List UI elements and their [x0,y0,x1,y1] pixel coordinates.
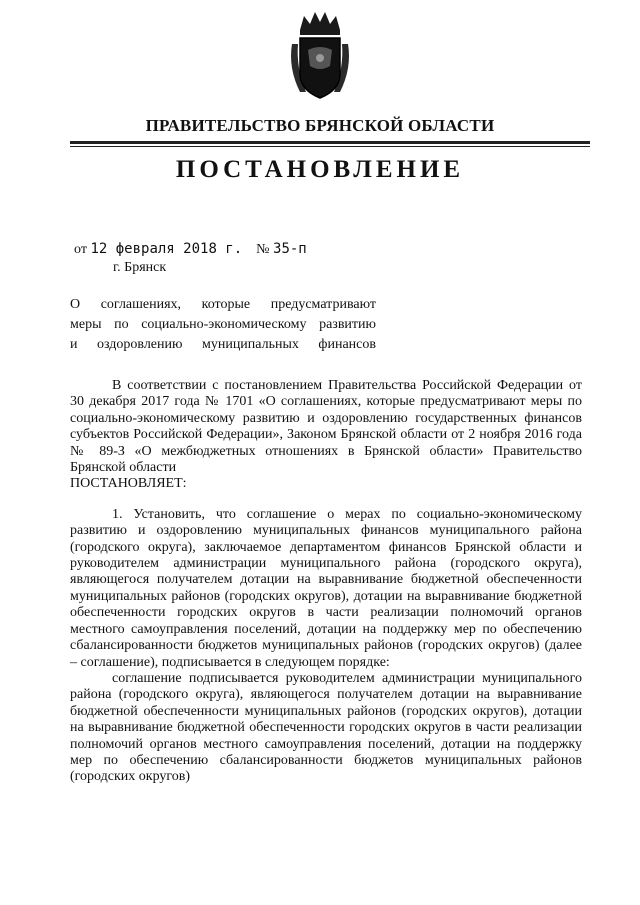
header-rule-thin [70,146,590,147]
government-name: ПРАВИТЕЛЬСТВО БРЯНСКОЙ ОБЛАСТИ [145,116,495,135]
subject-line: меры по социально-экономическому развитию [70,317,376,332]
preamble-paragraph: В соответствии с постановлением Правительства Российской Федерации от 30 декабря 2017 года № 1701 «О соглашениях, которые предусматривают меры по социально-экономическому развитию и оздоровлению государственных финансов субъектов Российской Федерации», Законом Брянской области от 2 ноября 2016 года № 89-З «О межбюджетных отношениях в Брянской области» Правительство Брянской области [70,378,582,476]
item-1-paragraph: 1. Установить, что соглашение о мерах по социально-экономическому развитию и оздоровлению муниципальных финансов муниципального района (городского округа), заключаемое департаментом финансов Брянской области и руководителем администрации муниципального района (городского округа), являющегося получателем дотации на выравнивание бюджетной обеспеченности муниципальных районов (городских округов), дотации на выравнивание бюджетной обеспеченности городских округов в части реализации полномочий органов местного самоуправления поселений, дотации на поддержку мер по обеспечению сбалансированности бюджетов муниципальных районов (городских округов) (далее – соглашение), подписывается в следующем порядке: [70,506,582,670]
number-prefix: № [256,242,270,257]
document-body [70,378,582,786]
document-type-title: ПОСТАНОВЛЕНИЕ [175,156,465,183]
subject-block [70,295,376,355]
number-value: 35-п [273,241,307,257]
header-rule-thick [70,141,590,144]
date-value: 12 февраля 2018 г. [90,241,243,257]
date-number-line [74,241,307,258]
subject-line: и оздоровлению муниципальных финансов [70,337,376,352]
date-prefix: от [74,242,87,257]
subject-line: О соглашениях, которые предусматривают [70,297,376,312]
item-1-subparagraph: соглашение подписывается руководителем администрации муниципального района (городского округа), являющегося получателем дотации на выравнивание бюджетной обеспеченности муниципальных районов (городских округов), дотации на выравнивание бюджетной обеспеченности городских округов в части реализации полномочий органов местного самоуправления поселений, дотации на поддержку мер по обеспечению сбалансированности бюджетов муниципальных районов (городских округов) [70,670,582,785]
coat-of-arms-emblem [286,8,354,100]
city: г. Брянск [113,260,167,275]
resolves-heading: ПОСТАНОВЛЯЕТ: [70,476,187,492]
